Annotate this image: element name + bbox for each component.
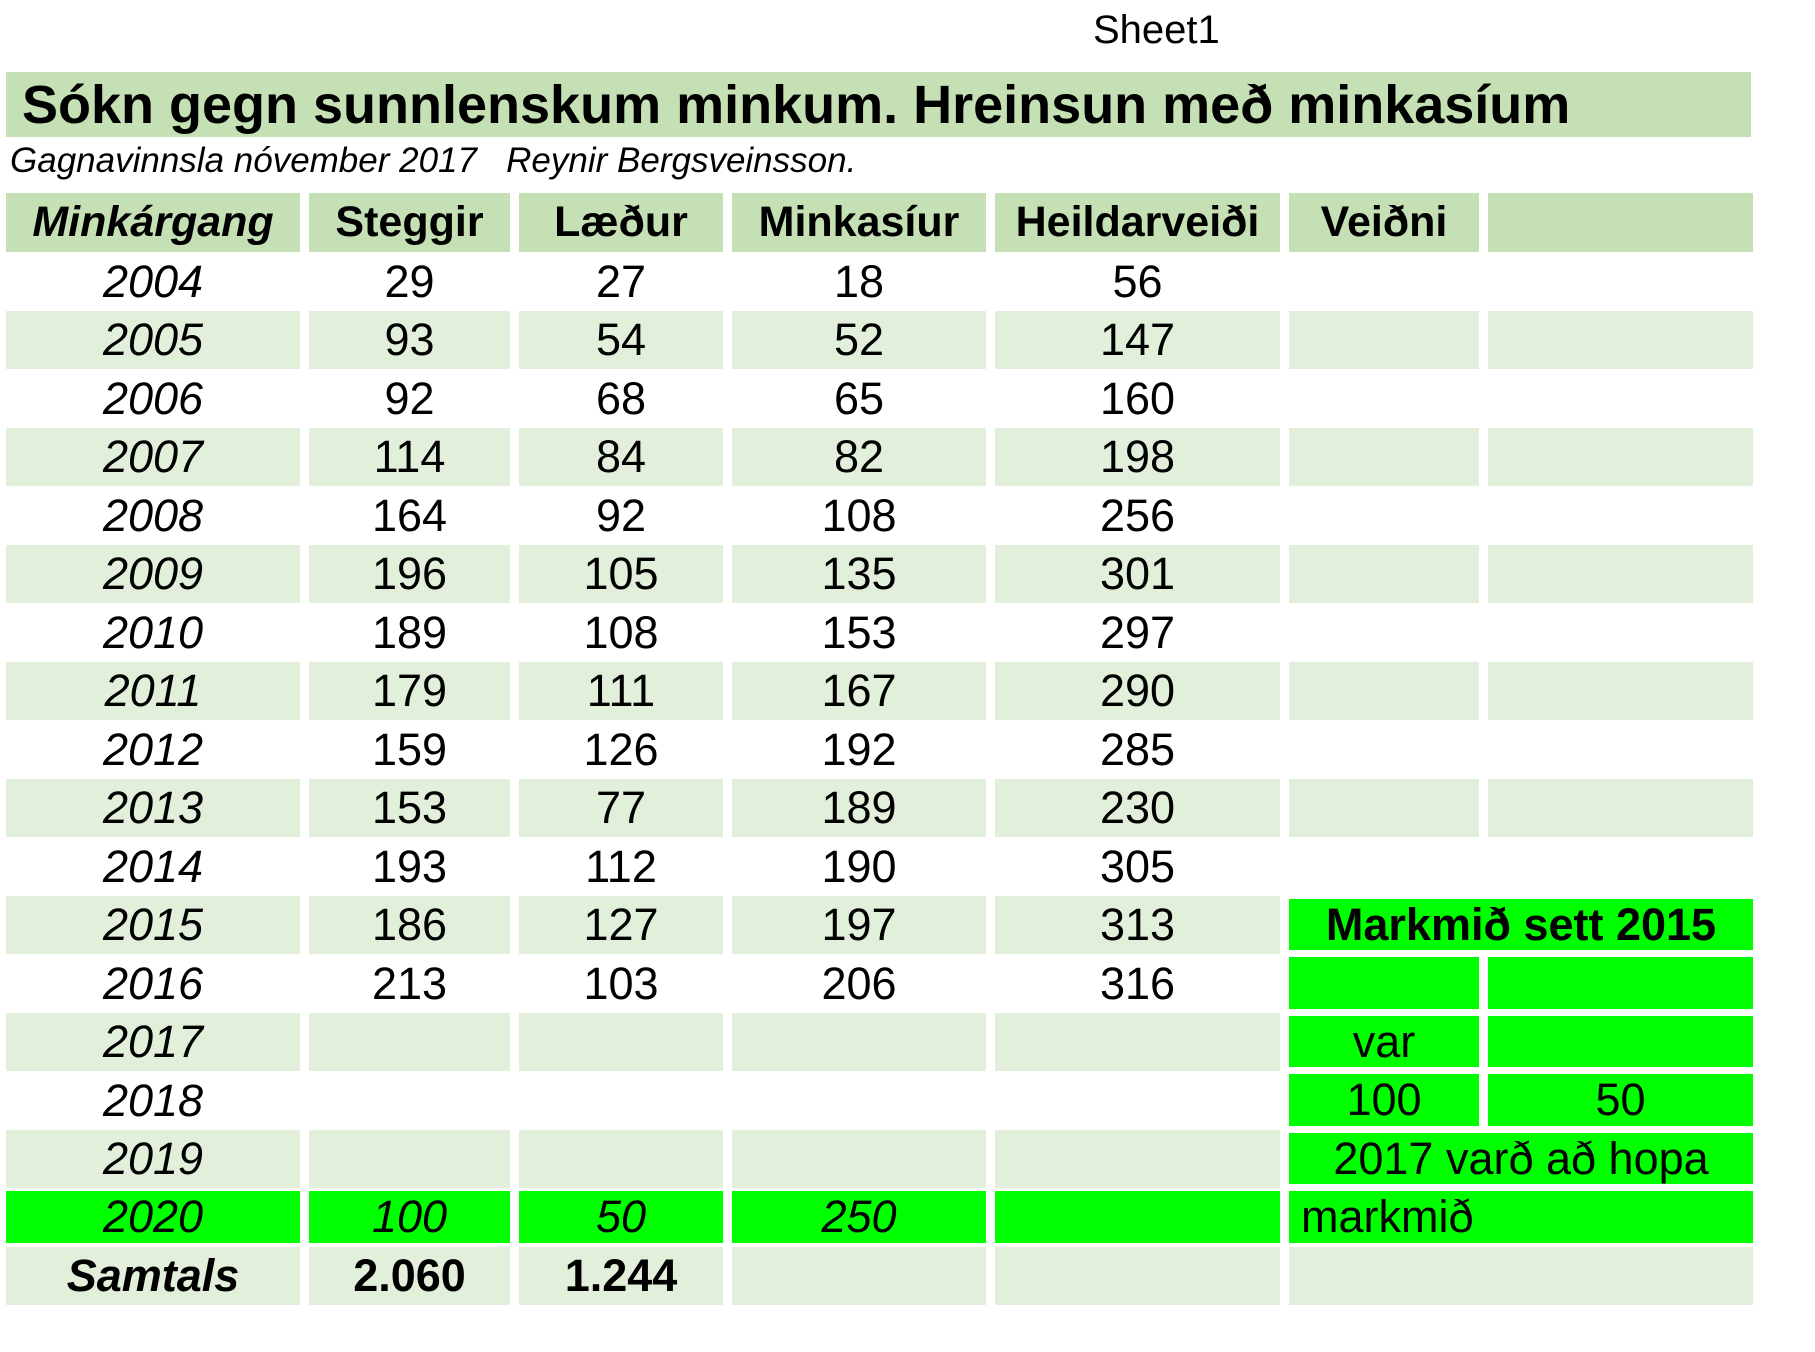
table-cell-2011-c5: 290 [995, 662, 1280, 721]
table-cell-2019-c5 [995, 1130, 1280, 1189]
table-cell-Samtals-c4 [732, 1247, 986, 1306]
table-cell-2008-c1: 2008 [102, 489, 204, 541]
table-cell-2006-c5: 160 [1099, 372, 1176, 424]
table-cell-Samtals-c5 [995, 1247, 1280, 1306]
report-title-text: Sókn gegn sunnlenskum minkum. Hreinsun með minkasíum [22, 74, 1571, 135]
header-cell-c6: Veiðni [1289, 193, 1479, 252]
table-cell-2017-c2 [309, 1013, 510, 1072]
table-cell-2016-c6 [1289, 954, 1479, 1013]
table-cell-2020-c4: 250 [732, 1188, 986, 1247]
table-cell-2013-c4: 189 [732, 779, 986, 838]
table-cell-Samtals-c3: 1.244 [519, 1247, 723, 1306]
sheet-name-label: Sheet1 [1093, 8, 1220, 52]
table-cell-2019-c6: 2017 varð að hopa [1289, 1130, 1753, 1189]
table-cell-2015-c6: Markmið sett 2015 [1289, 896, 1753, 955]
table-cell-2005-c4: 52 [732, 311, 986, 370]
table-cell-2009-c6 [1289, 545, 1479, 604]
table-cell-2005-c6 [1289, 311, 1479, 370]
sheet-table [6, 193, 1753, 1305]
table-cell-Samtals-c6 [1289, 1247, 1753, 1306]
table-cell-2016-c5: 316 [1099, 957, 1176, 1009]
table-cell-2019-c4 [732, 1130, 986, 1189]
table-cell-2015-c4: 197 [732, 896, 986, 955]
table-cell-2006-c4: 65 [833, 372, 885, 424]
table-cell-Samtals-c2: 2.060 [309, 1247, 510, 1306]
table-cell-2013-c1: 2013 [6, 779, 300, 838]
table-cell-2004-c1: 2004 [102, 255, 204, 307]
table-cell-2007-c2: 114 [309, 428, 510, 487]
table-cell-2009-c5: 301 [995, 545, 1280, 604]
table-cell-2016-c3: 103 [583, 957, 659, 1009]
table-cell-2011-c1: 2011 [6, 662, 300, 721]
table-cell-2015-c5: 313 [995, 896, 1280, 955]
table-cell-2008-c3: 92 [595, 489, 647, 541]
table-cell-2007-c6 [1289, 428, 1479, 487]
table-cell-2014-c4: 190 [821, 840, 897, 892]
table-cell-2019-c1: 2019 [6, 1130, 300, 1189]
table-cell-2007-c1: 2007 [6, 428, 300, 487]
table-cell-2005-c5: 147 [995, 311, 1280, 370]
table-cell-2016-c4: 206 [821, 957, 897, 1009]
table-cell-2007-c7 [1488, 428, 1753, 487]
table-cell-2012-c3: 126 [583, 723, 659, 775]
table-cell-2010-c2: 189 [371, 606, 448, 658]
table-cell-2014-c2: 193 [371, 840, 448, 892]
table-cell-2009-c3: 105 [519, 545, 723, 604]
table-cell-2009-c4: 135 [732, 545, 986, 604]
table-cell-2006-c3: 68 [595, 372, 647, 424]
table-cell-2017-c1: 2017 [6, 1013, 300, 1072]
table-cell-2015-c2: 186 [309, 896, 510, 955]
table-cell-2008-c4: 108 [821, 489, 897, 541]
table-cell-2013-c7 [1488, 779, 1753, 838]
table-cell-2013-c5: 230 [995, 779, 1280, 838]
table-cell-2015-c1: 2015 [6, 896, 300, 955]
table-cell-2020-c5 [995, 1188, 1280, 1247]
table-cell-2017-c7 [1488, 1013, 1753, 1072]
table-cell-2004-c3: 27 [595, 255, 647, 307]
table-cell-2018-c1: 2018 [102, 1074, 204, 1126]
table-cell-2005-c2: 93 [309, 311, 510, 370]
table-cell-2016-c7 [1488, 954, 1753, 1013]
table-cell-2007-c4: 82 [732, 428, 986, 487]
table-cell-2015-c3: 127 [519, 896, 723, 955]
table-cell-2011-c2: 179 [309, 662, 510, 721]
table-cell-2010-c1: 2010 [102, 606, 204, 658]
table-cell-2013-c2: 153 [309, 779, 510, 838]
table-cell-2017-c3 [519, 1013, 723, 1072]
table-cell-2012-c5: 285 [1099, 723, 1176, 775]
table-cell-Samtals-c1: Samtals [6, 1247, 300, 1306]
table-cell-2008-c2: 164 [371, 489, 448, 541]
table-cell-2011-c6 [1289, 662, 1479, 721]
table-cell-2019-c2 [309, 1130, 510, 1189]
table-cell-2013-c3: 77 [519, 779, 723, 838]
report-subtitle: Gagnavinnsla nóvember 2017 Reynir Bergsveinsson. [10, 141, 857, 180]
header-cell-c7 [1488, 193, 1753, 252]
table-cell-2011-c4: 167 [732, 662, 986, 721]
table-cell-2014-c1: 2014 [102, 840, 204, 892]
table-cell-2004-c5: 56 [1112, 255, 1163, 307]
table-cell-2010-c4: 153 [821, 606, 897, 658]
table-cell-2020-c6: markmið [1289, 1188, 1753, 1247]
report-title [6, 72, 1751, 137]
table-cell-2014-c3: 112 [585, 840, 657, 892]
table-cell-2016-c1: 2016 [102, 957, 204, 1009]
table-cell-2005-c3: 54 [519, 311, 723, 370]
table-cell-2012-c1: 2012 [102, 723, 204, 775]
table-cell-2020-c3: 50 [519, 1188, 723, 1247]
table-cell-2004-c4: 18 [833, 255, 885, 307]
table-cell-2018-c6: 100 [1289, 1071, 1479, 1130]
table-cell-2019-c3 [519, 1130, 723, 1189]
table-cell-2005-c7 [1488, 311, 1753, 370]
table-cell-2011-c3: 111 [519, 662, 723, 721]
header-cell-c1: Minkárgang [6, 193, 300, 252]
table-cell-2017-c4 [732, 1013, 986, 1072]
table-cell-2006-c1: 2006 [102, 372, 204, 424]
table-cell-2011-c7 [1488, 662, 1753, 721]
table-cell-2009-c7 [1488, 545, 1753, 604]
table-cell-2010-c3: 108 [583, 606, 659, 658]
table-cell-2005-c1: 2005 [6, 311, 300, 370]
header-cell-c2: Steggir [309, 193, 510, 252]
table-cell-2012-c4: 192 [821, 723, 897, 775]
table-cell-2018-c7: 50 [1488, 1071, 1753, 1130]
table-cell-2013-c6 [1289, 779, 1479, 838]
table-cell-2010-c5: 297 [1099, 606, 1176, 658]
table-cell-2020-c2: 100 [309, 1188, 510, 1247]
header-cell-c4: Minkasíur [732, 193, 986, 252]
table-cell-2009-c2: 196 [309, 545, 510, 604]
table-cell-2020-c1: 2020 [6, 1188, 300, 1247]
table-cell-2014-c5: 305 [1099, 840, 1176, 892]
table-cell-2016-c2: 213 [371, 957, 448, 1009]
table-cell-2017-c5 [995, 1013, 1280, 1072]
table-cell-2007-c5: 198 [995, 428, 1280, 487]
table-cell-2012-c2: 159 [371, 723, 448, 775]
table-cell-2008-c5: 256 [1099, 489, 1176, 541]
header-cell-c5: Heildarveiði [995, 193, 1280, 252]
table-cell-2006-c2: 92 [384, 372, 435, 424]
table-cell-2009-c1: 2009 [6, 545, 300, 604]
table-cell-2004-c2: 29 [384, 255, 435, 307]
table-cell-2017-c6: var [1289, 1013, 1479, 1072]
header-cell-c3: Læður [519, 193, 723, 252]
table-cell-2007-c3: 84 [519, 428, 723, 487]
